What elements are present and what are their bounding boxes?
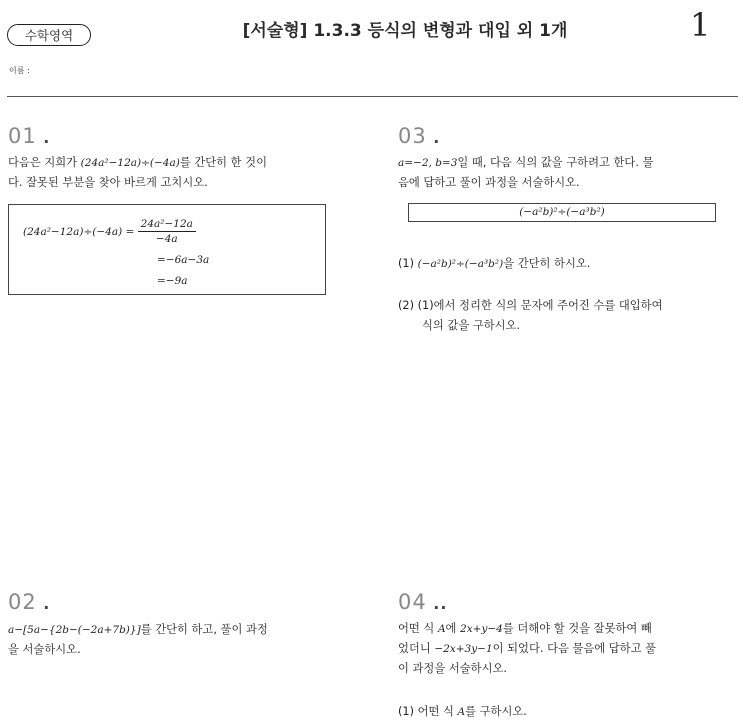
work-line-1: (24a²−12a)÷(−4a) = $\frac{\text{24a²−12a}}{-4a}$ <box>23 217 196 246</box>
work-fraction: $\frac{\text{24a²−12a}}{-4a}$ <box>138 217 196 246</box>
question-3-expression-box: (−a²b)²÷(−a³b²) <box>408 203 716 222</box>
question-2-text: a−[5a−{2b−(−2a+7b)}]를 간단히 하고, 풀이 과정 을 서술하시오. <box>8 623 268 656</box>
name-label: 이름 : <box>9 66 30 75</box>
question-4-text: 어떤 식 A에 2x+y−4를 더해야 할 것을 잘못하여 빼 었더니 −2x+3y−1이 되었다. 다음 물음에 답하고 풀 이 과정을 서술하시오. <box>398 622 657 675</box>
question-3 <box>398 124 440 148</box>
question-4 <box>398 590 447 614</box>
question-1 <box>8 124 50 148</box>
question-2-number: 02 . <box>8 590 51 614</box>
question-1-number: 01 . <box>8 124 51 148</box>
question-2 <box>8 590 50 614</box>
work-line-3: =−9a <box>157 275 188 287</box>
question-3-sub-1: (1) (−a²b)²÷(−a³b²)을 간단히 하시오. <box>398 257 591 270</box>
question-3-number: 03 . <box>398 124 441 148</box>
header-divider <box>7 96 738 97</box>
page-number: 1 <box>690 6 711 44</box>
question-4-number: 04 .. <box>398 590 448 614</box>
work-line-2: =−6a−3a <box>157 254 210 266</box>
question-1-work-box <box>8 204 326 295</box>
subject-badge: 수학영역 <box>7 24 91 46</box>
question-4-sub-1: (1) 어떤 식 A를 구하시오. <box>398 705 527 718</box>
question-3-text: a=−2, b=3일 때, 다음 식의 값을 구하려고 한다. 물 음에 답하고 풀이 과정을 서술하시오. <box>398 156 654 189</box>
page-title: [서술형] 1.3.3 등식의 변형과 대입 외 1개 <box>242 21 568 41</box>
question-3-sub-2: (2) (1)에서 정리한 식의 문자에 주어진 수를 대입하여 식의 값을 구하시오. <box>398 299 663 332</box>
question-1-text: 다음은 지희가 (24a²−12a)÷(−4a)를 간단히 한 것이 다. 잘못된 부분을 찾아 바르게 고치시오. <box>8 156 268 189</box>
